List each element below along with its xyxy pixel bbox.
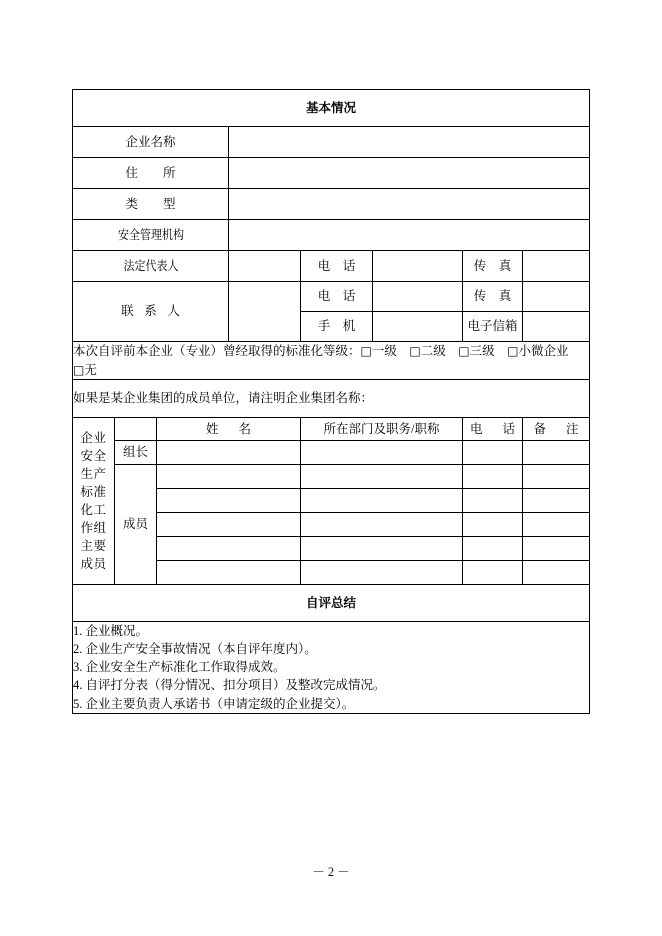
- table-row: [73, 220, 590, 251]
- side-label-line-6: 作组: [80, 521, 107, 536]
- table-row: [73, 127, 590, 158]
- summary-item: 5. 企业主要负责人承诺书（申请定级的企业提交）。: [73, 696, 355, 711]
- table-row: [73, 441, 590, 465]
- contact-fax-label: 传 真: [463, 282, 523, 312]
- grade-option-label: 小微企业: [518, 344, 569, 359]
- contact-mobile-field[interactable]: [373, 312, 463, 342]
- legal-rep-fax-field[interactable]: [523, 251, 590, 282]
- summary-title-row: [73, 585, 590, 622]
- contact-email-label: 电子信箱: [463, 312, 523, 342]
- member-phone-field[interactable]: [463, 489, 523, 513]
- self-assessment-form: [72, 89, 590, 714]
- grade-option-1[interactable]: [361, 344, 397, 358]
- column-header-remark: 备 注: [523, 418, 590, 441]
- contact-email-field[interactable]: [523, 312, 590, 342]
- type-field[interactable]: [229, 189, 590, 220]
- summary-item: 2. 企业生产安全事故情况（本自评年度内）。: [73, 642, 317, 657]
- grade-option-label: 二级: [420, 344, 446, 359]
- grade-option-label: 一级: [371, 344, 397, 359]
- member-remark-field[interactable]: [523, 537, 590, 561]
- legal-rep-phone-field[interactable]: [373, 251, 463, 282]
- member-name-field[interactable]: [157, 513, 301, 537]
- member-remark-field[interactable]: [523, 489, 590, 513]
- member-department-field[interactable]: [301, 537, 463, 561]
- leader-remark-field[interactable]: [523, 441, 590, 465]
- member-name-field[interactable]: [157, 561, 301, 585]
- legal-rep-fax-label: 传 真: [463, 251, 523, 282]
- summary-item: 1. 企业概况。: [73, 624, 149, 638]
- member-department-field[interactable]: [301, 513, 463, 537]
- grade-option-4[interactable]: [507, 344, 568, 358]
- checkbox-icon[interactable]: □: [458, 344, 470, 359]
- work-group-header-row: [73, 418, 590, 441]
- member-department-field[interactable]: [301, 489, 463, 513]
- member-phone-field[interactable]: [463, 513, 523, 537]
- role-leader-label: 组长: [115, 441, 157, 465]
- grade-option-3[interactable]: [458, 344, 494, 358]
- summary-item-list: [73, 622, 590, 714]
- legal-representative-field[interactable]: [229, 251, 301, 282]
- previous-grade-prefix: 本次自评前本企业（专业）曾经取得的标准化等级：: [73, 344, 361, 359]
- previous-grade-question: [73, 342, 590, 380]
- member-name-field[interactable]: [157, 489, 301, 513]
- member-phone-field[interactable]: [463, 561, 523, 585]
- table-row: [73, 158, 590, 189]
- legal-rep-phone-label: 电 话: [301, 251, 373, 282]
- basic-info-title: 基本情况: [73, 90, 590, 127]
- contact-mobile-label: 手 机: [301, 312, 373, 342]
- basic-info-title-row: [73, 90, 590, 127]
- leader-phone-field[interactable]: [463, 441, 523, 465]
- checkbox-icon[interactable]: □: [409, 344, 421, 359]
- enterprise-name-field[interactable]: [229, 127, 590, 158]
- safety-management-org-label: 安全管理机构: [82, 220, 219, 251]
- work-group-side-label: [73, 418, 115, 585]
- grade-option-label: 三级: [469, 344, 495, 359]
- safety-management-org-field[interactable]: [229, 220, 590, 251]
- side-label-line-8: 成员: [80, 557, 107, 572]
- contact-phone-label: 电 话: [301, 282, 373, 312]
- checkbox-icon[interactable]: □: [507, 344, 519, 359]
- table-row: [73, 251, 590, 282]
- grade-option-2[interactable]: [409, 344, 445, 358]
- member-name-field[interactable]: [157, 465, 301, 489]
- table-row: [73, 282, 590, 312]
- side-label-line-7: 主要: [80, 539, 107, 554]
- address-field[interactable]: [229, 158, 590, 189]
- grade-option-label: 无: [84, 362, 97, 377]
- leader-name-field[interactable]: [157, 441, 301, 465]
- checkbox-icon[interactable]: □: [360, 344, 372, 359]
- side-label-line-2: 安全: [80, 448, 107, 463]
- member-phone-field[interactable]: [463, 537, 523, 561]
- table-row: [73, 189, 590, 220]
- table-row: [73, 342, 590, 380]
- summary-item: 3. 企业安全生产标准化工作取得成效。: [73, 660, 286, 675]
- summary-title: 自评总结: [73, 585, 590, 622]
- member-name-field[interactable]: [157, 537, 301, 561]
- column-header-phone: 电 话: [463, 418, 523, 441]
- checkbox-icon[interactable]: □: [73, 362, 85, 377]
- work-group-role-header: [115, 418, 157, 441]
- column-header-name: 姓 名: [157, 418, 301, 441]
- table-row: [73, 465, 590, 489]
- page-number: － 2 －: [312, 865, 350, 879]
- role-member-label: 成员: [115, 465, 157, 585]
- contact-person-field[interactable]: [229, 282, 301, 342]
- summary-item: 4. 自评打分表（得分情况、扣分项目）及整改完成情况。: [73, 678, 386, 693]
- enterprise-group-question[interactable]: 如果是某企业集团的成员单位，请注明企业集团名称：: [73, 380, 590, 418]
- member-remark-field[interactable]: [523, 513, 590, 537]
- member-department-field[interactable]: [301, 561, 463, 585]
- leader-department-field[interactable]: [301, 441, 463, 465]
- type-label: 类 型: [73, 189, 229, 220]
- summary-body-row: [73, 622, 590, 714]
- contact-person-label: 联 系 人: [73, 282, 229, 342]
- address-label: 住 所: [73, 158, 229, 189]
- legal-representative-label: 法定代表人: [82, 251, 219, 282]
- table-row: [73, 380, 590, 418]
- side-label-line-5: 化工: [80, 503, 107, 517]
- member-phone-field[interactable]: [463, 465, 523, 489]
- member-department-field[interactable]: [301, 465, 463, 489]
- side-label-line-1: 企业: [80, 430, 107, 445]
- side-label-line-3: 生产: [80, 466, 107, 481]
- grade-option-5[interactable]: [73, 363, 97, 377]
- enterprise-name-label: 企业名称: [73, 127, 229, 158]
- contact-phone-field[interactable]: [373, 282, 463, 312]
- member-remark-field[interactable]: [523, 561, 590, 585]
- contact-fax-field[interactable]: [523, 282, 590, 312]
- side-label-line-4: 标准: [80, 484, 107, 499]
- member-remark-field[interactable]: [523, 465, 590, 489]
- column-header-department: 所在部门及职务/职称: [301, 418, 463, 441]
